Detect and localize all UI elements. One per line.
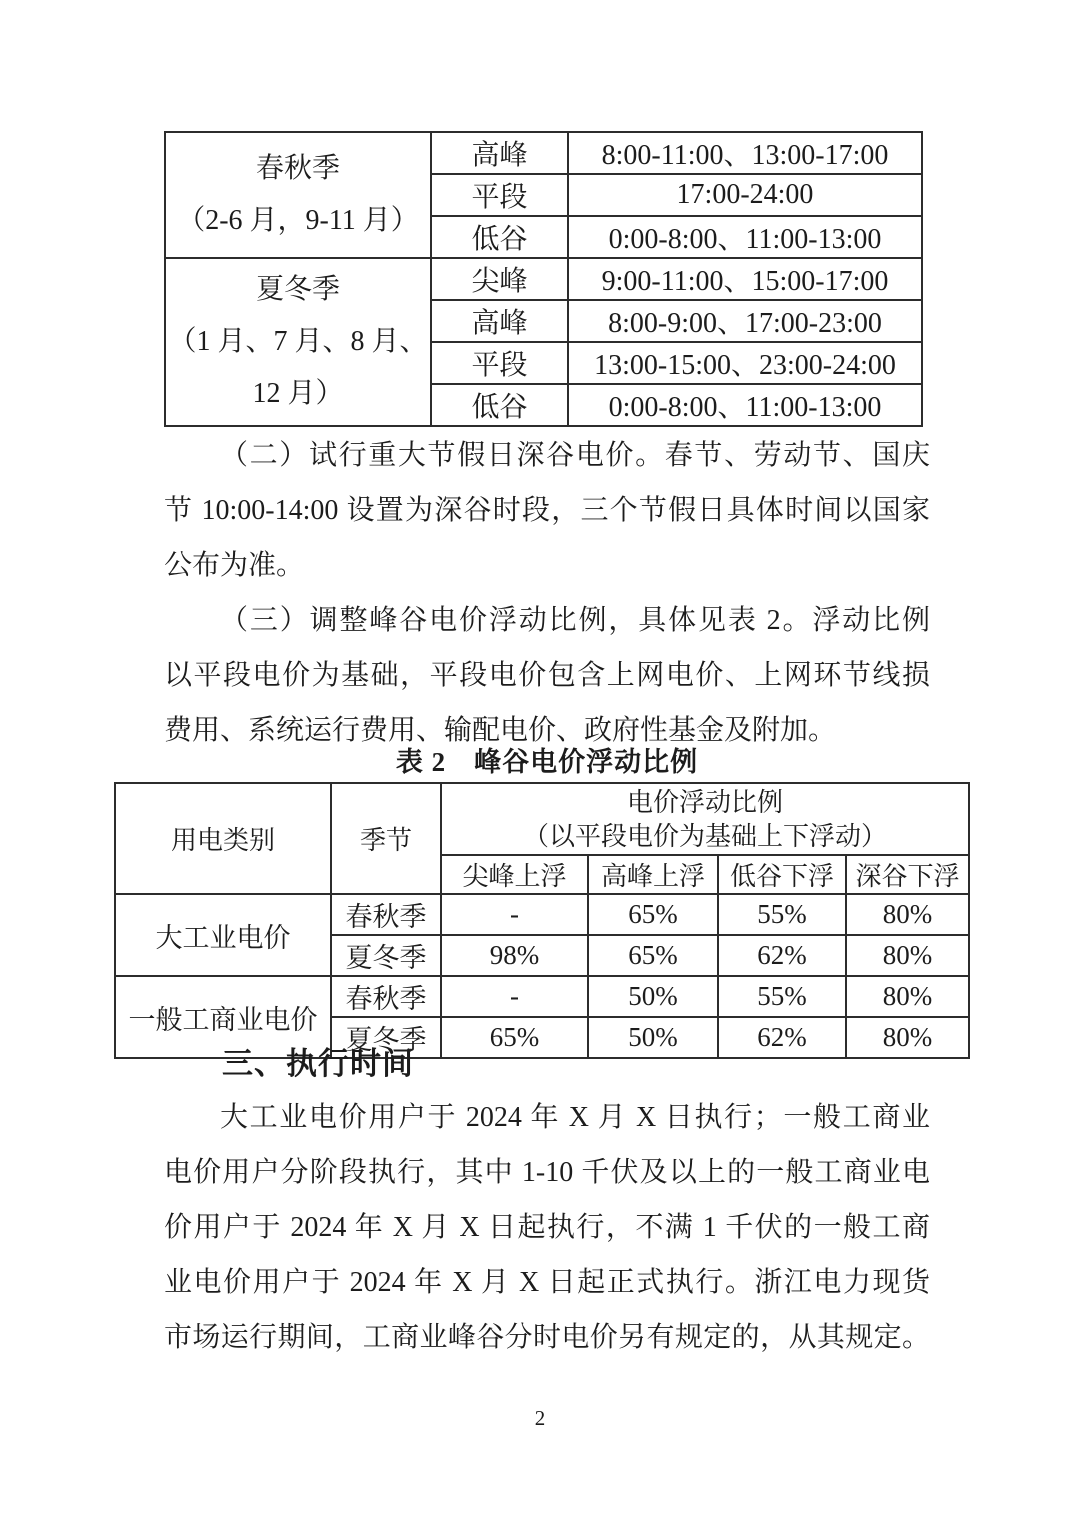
paragraph-line: 电价用户分阶段执行，其中 1-10 千伏及以上的一般工商业电 (164, 1157, 930, 1188)
season-cell-summer-winter (165, 258, 431, 426)
value-cell: 55% (718, 976, 846, 1017)
header-float-ratio-line2: （以平段电价为基础上下浮动） (523, 821, 888, 851)
value-cell: - (441, 976, 588, 1017)
price-float-ratio-table (114, 782, 970, 1059)
time-cell: 13:00-15:00、23:00-24:00 (568, 342, 922, 384)
value-cell: 65% (588, 894, 718, 935)
header-season: 季节 (331, 783, 441, 894)
table2-title: 表 2 峰谷电价浮动比例 (395, 747, 699, 777)
period-cell: 平段 (431, 342, 568, 384)
season-cell-spring-autumn (165, 132, 431, 258)
season-months: （1 月、7 月、8 月、12 月） (168, 326, 428, 409)
header-deep-valley-down: 深谷下浮 (846, 855, 969, 894)
paragraph-execution-time (164, 1090, 930, 1365)
time-cell: 0:00-8:00、11:00-13:00 (568, 384, 922, 426)
value-cell: 65% (441, 1017, 588, 1058)
value-cell: 62% (718, 1017, 846, 1058)
header-float-ratio-group (441, 783, 969, 855)
paragraph-float-ratio (164, 593, 930, 758)
time-cell: 0:00-8:00、11:00-13:00 (568, 216, 922, 258)
header-sharp-peak-up: 尖峰上浮 (441, 855, 588, 894)
time-cell: 8:00-11:00、13:00-17:00 (568, 132, 922, 174)
page-number: 2 (534, 1406, 546, 1430)
paragraph-line: 费用、系统运行费用、输配电价、政府性基金及附加。 (164, 715, 837, 746)
period-cell: 平段 (431, 174, 568, 216)
paragraph-holiday-deep-valley (164, 428, 930, 593)
value-cell: 50% (588, 976, 718, 1017)
header-category: 用电类别 (115, 783, 331, 894)
paragraph-line: （三）调整峰谷电价浮动比例，具体见表 2。浮动比例 (220, 605, 930, 636)
season-cell: 春秋季 (331, 976, 441, 1017)
paragraph-line: （二）试行重大节假日深谷电价。春节、劳动节、国庆 (220, 440, 930, 471)
category-cell: 大工业电价 (115, 894, 331, 976)
paragraph-line: 公布为准。 (164, 550, 305, 581)
time-cell: 17:00-24:00 (568, 174, 922, 216)
header-float-ratio-line1: 电价浮动比例 (627, 787, 784, 817)
paragraph-line: 节 10:00-14:00 设置为深谷时段，三个节假日具体时间以国家 (164, 495, 930, 526)
value-cell: 80% (846, 976, 969, 1017)
period-cell: 高峰 (431, 132, 568, 174)
period-cell: 尖峰 (431, 258, 568, 300)
value-cell: - (441, 894, 588, 935)
paragraph-line: 大工业电价用户于 2024 年 X 月 X 日执行；一般工商业 (220, 1102, 930, 1133)
value-cell: 55% (718, 894, 846, 935)
season-cell: 春秋季 (331, 894, 441, 935)
period-cell: 高峰 (431, 300, 568, 342)
value-cell: 62% (718, 935, 846, 976)
time-cell: 8:00-9:00、17:00-23:00 (568, 300, 922, 342)
season-cell: 夏冬季 (331, 935, 441, 976)
paragraph-line: 以平段电价为基础，平段电价包含上网电价、上网环节线损 (164, 660, 930, 691)
value-cell: 80% (846, 935, 969, 976)
header-valley-down: 低谷下浮 (718, 855, 846, 894)
paragraph-line: 价用户于 2024 年 X 月 X 日起执行，不满 1 千伏的一般工商 (164, 1212, 930, 1243)
value-cell: 98% (441, 935, 588, 976)
paragraph-line: 业电价用户于 2024 年 X 月 X 日起正式执行。浙江电力现货 (164, 1267, 930, 1298)
period-cell: 低谷 (431, 384, 568, 426)
value-cell: 65% (588, 935, 718, 976)
season-cell: 夏冬季 (331, 1017, 441, 1058)
season-name: 夏冬季 (255, 274, 340, 305)
header-peak-up: 高峰上浮 (588, 855, 718, 894)
season-months: （2-6 月，9-11 月） (177, 205, 419, 236)
time-period-table (164, 131, 923, 427)
period-cell: 低谷 (431, 216, 568, 258)
value-cell: 80% (846, 894, 969, 935)
season-name: 春秋季 (255, 153, 340, 184)
category-cell: 一般工商业电价 (115, 976, 331, 1058)
section-heading-execution-time: 三、执行时间 (222, 1046, 414, 1081)
paragraph-line: 市场运行期间，工商业峰谷分时电价另有规定的，从其规定。 (164, 1322, 930, 1353)
value-cell: 80% (846, 1017, 969, 1058)
value-cell: 50% (588, 1017, 718, 1058)
time-cell: 9:00-11:00、15:00-17:00 (568, 258, 922, 300)
